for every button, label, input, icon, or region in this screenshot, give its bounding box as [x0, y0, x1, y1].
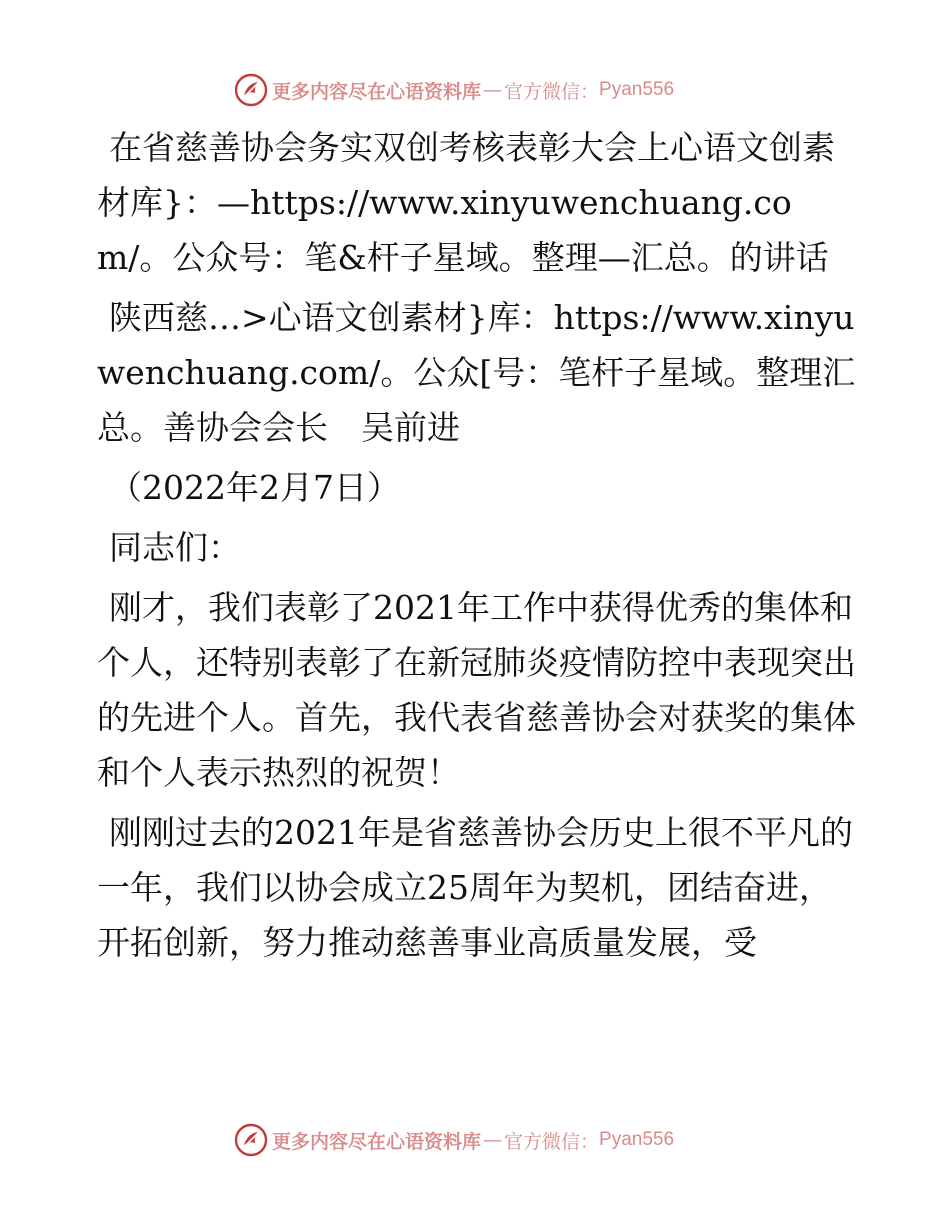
banner-dash: — — [483, 1129, 503, 1151]
banner-main-text: 更多内容尽在心语资料库 — [272, 80, 482, 103]
document-body — [97, 120, 857, 975]
banner-main-text: 更多内容尽在心语资料库 — [272, 1130, 482, 1153]
banner-wechat-id: Pyan556 — [599, 79, 675, 100]
header-banner — [234, 72, 674, 108]
footer-banner — [234, 1122, 674, 1158]
paragraph-date: （2022年2月7日） — [109, 468, 400, 507]
paragraph-body-1: 刚才，我们表彰了2021年工作中获得优秀的集体和个人，还特别表彰了在新冠肺炎疫情防控中表现突出的先进个人。首先，我代表省慈善协会对获奖的集体和个人表示热烈的祝贺！ — [97, 588, 856, 792]
paragraph-salutation: 同志们： — [109, 528, 241, 567]
paragraph-speaker: 陕西慈…>心语文创素材}库：https://www.xinyuwenchuang.com/。公众[号：笔杆子星域。整理汇总。善协会会长 吴前进 — [97, 298, 856, 447]
banner-wechat-id: Pyan556 — [599, 1129, 675, 1150]
banner-wechat-label: 官方微信： — [504, 1130, 600, 1153]
seal-logo-icon — [234, 73, 268, 107]
banner-wechat-label: 官方微信： — [504, 80, 600, 103]
paragraph-title: 在省慈善协会务实双创考核表彰大会上心语文创素材库}：—https://www.xinyuwenchuang.com/。公众号：笔&杆子星域。整理—汇总。的讲话 — [97, 128, 835, 277]
paragraph-body-2: 刚刚过去的2021年是省慈善协会历史上很不平凡的一年，我们以协会成立25周年为契机，团结奋进，开拓创新，努力推动慈善事业高质量发展，受 — [97, 813, 853, 962]
seal-logo-icon — [234, 1123, 268, 1157]
banner-dash: — — [483, 79, 503, 101]
